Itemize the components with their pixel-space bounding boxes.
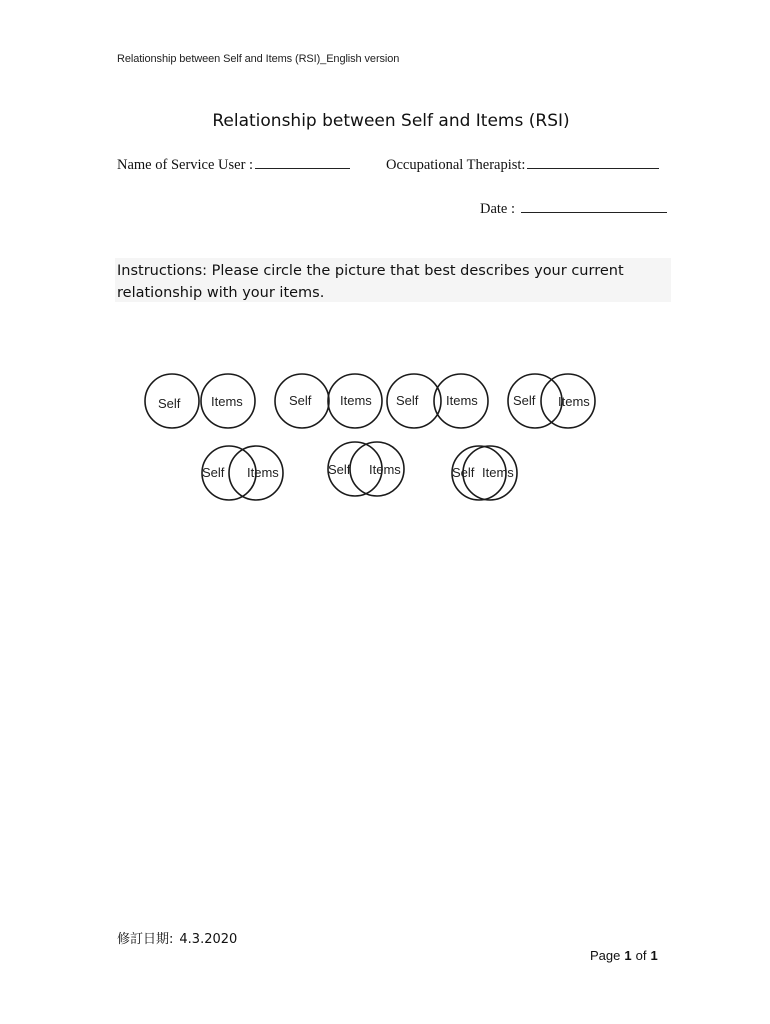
instructions-text: Instructions: Please circle the picture that best describes your current relationship with your items. <box>117 263 624 301</box>
revision-label: 修訂日期: <box>117 932 174 947</box>
rsi-option-4[interactable] <box>508 374 595 428</box>
page-number <box>590 948 662 963</box>
self-label: Self <box>396 393 419 408</box>
items-label: Items <box>340 393 372 408</box>
instructions-box <box>115 258 671 302</box>
therapist-blank[interactable] <box>527 156 659 169</box>
service-user-blank[interactable] <box>255 156 350 169</box>
self-circle <box>145 374 199 428</box>
self-label: Self <box>289 393 312 408</box>
service-user-label: Name of Service User : <box>117 157 254 173</box>
items-label: Items <box>247 465 279 480</box>
items-label: Items <box>558 394 590 409</box>
rsi-option-6[interactable] <box>328 442 404 496</box>
therapist-label: Occupational Therapist: <box>386 157 526 173</box>
items-circle <box>350 442 404 496</box>
date-label: Date : <box>480 201 516 217</box>
self-circle <box>202 446 256 500</box>
items-circle <box>201 374 255 428</box>
items-circle <box>434 374 488 428</box>
self-label: Self <box>158 396 181 411</box>
date-field <box>480 200 667 218</box>
rsi-option-5[interactable] <box>202 446 283 500</box>
self-label: Self <box>328 462 351 477</box>
page-word: Page <box>590 948 621 963</box>
rsi-option-1[interactable] <box>145 374 255 428</box>
self-circle <box>328 442 382 496</box>
items-circle <box>541 374 595 428</box>
self-circle <box>387 374 441 428</box>
self-circle <box>275 374 329 428</box>
date-blank[interactable] <box>521 200 667 213</box>
document-title <box>0 111 770 131</box>
header-note: Relationship between Self and Items (RSI)_English version <box>117 53 400 65</box>
rsi-option-7[interactable] <box>452 446 517 500</box>
self-label: Self <box>513 393 536 408</box>
revision-value: 4.3.2020 <box>179 932 238 947</box>
items-label: Items <box>446 393 478 408</box>
self-label: Self <box>452 465 475 480</box>
self-circle <box>508 374 562 428</box>
items-label: Items <box>482 465 514 480</box>
service-user-field <box>117 156 350 174</box>
revision-date <box>117 928 237 947</box>
page-total: 1 <box>650 948 658 963</box>
rsi-option-3[interactable] <box>387 374 488 428</box>
items-circle <box>463 446 517 500</box>
page-of: of <box>635 948 647 963</box>
self-label: Self <box>202 465 225 480</box>
items-label: Items <box>211 394 243 409</box>
document-title-text: Relationship between Self and Items (RSI) <box>212 111 570 131</box>
rsi-option-2[interactable] <box>275 374 382 428</box>
items-label: Items <box>369 462 401 477</box>
page-current: 1 <box>624 948 632 963</box>
self-circle <box>452 446 506 500</box>
items-circle <box>229 446 283 500</box>
items-circle <box>328 374 382 428</box>
therapist-field <box>386 156 659 174</box>
